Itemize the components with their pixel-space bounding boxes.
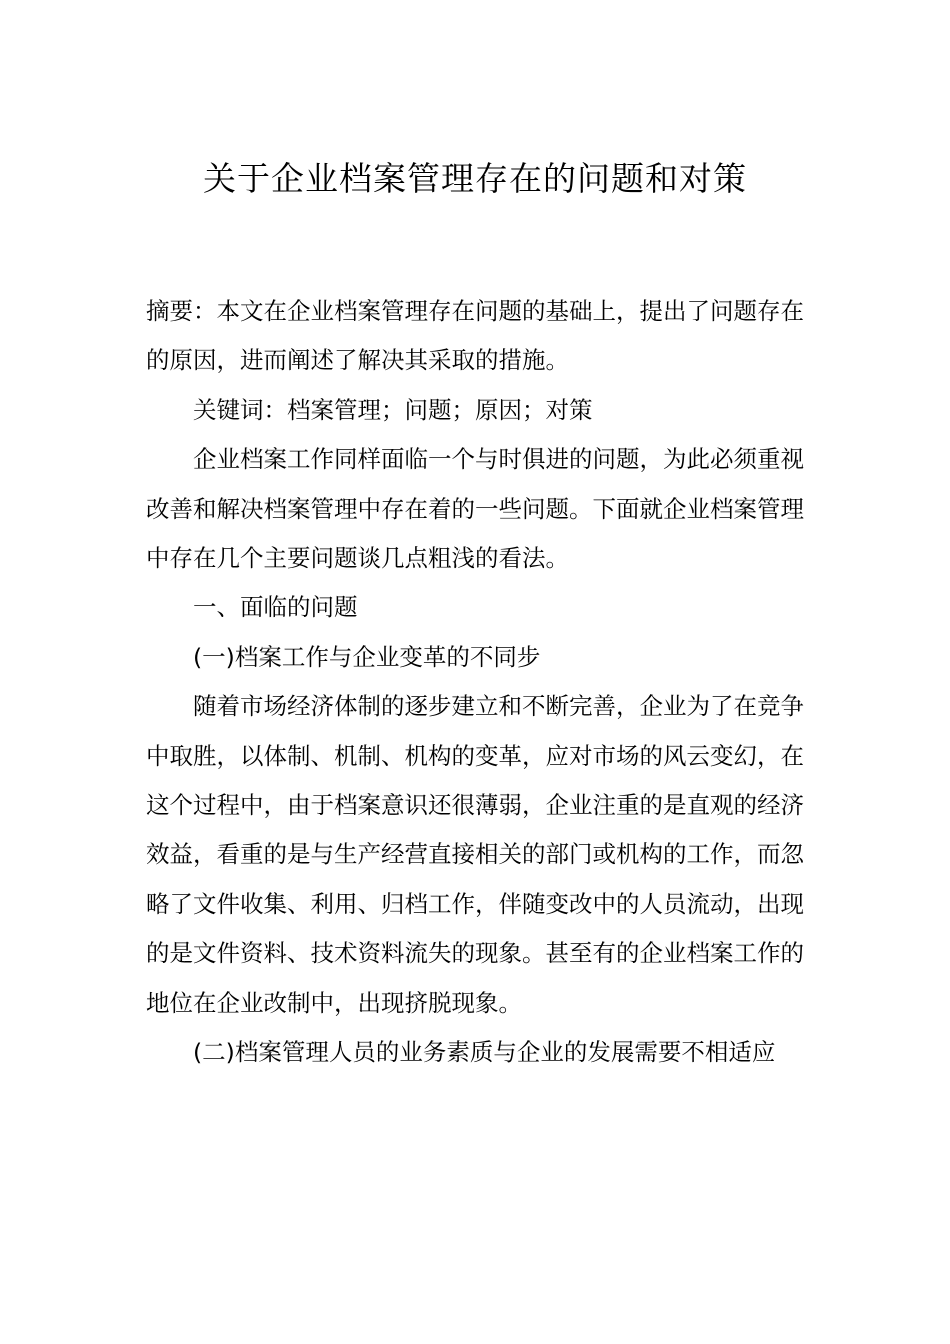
document-body <box>146 287 804 1078</box>
abstract-paragraph: 摘要：本文在企业档案管理存在问题的基础上，提出了问题存在的原因，进而阐述了解决其采取的措施。 <box>146 297 804 375</box>
body-paragraph: 随着市场经济体制的逐步建立和不断完善，企业为了在竞争中取胜，以体制、机制、机构的变革，应对市场的风云变幻，在这个过程中，由于档案意识还很薄弱，企业注重的是直观的经济效益，看重的是与生产经营直接相关的部门或机构的工作，而忽略了文件收集、利用、归档工作，伴随变改中的人员流动，出现的是文件资料、技术资料流失的现象。甚至有的企业档案工作的地位在企业改制中，出现挤脱现象。 <box>146 692 804 1017</box>
keywords-paragraph: 关键词：档案管理；问题；原因；对策 <box>193 395 593 424</box>
intro-paragraph: 企业档案工作同样面临一个与时俱进的问题，为此必须重视改善和解决档案管理中存在着的一些问题。下面就企业档案管理中存在几个主要问题谈几点粗浅的看法。 <box>146 445 804 573</box>
subsection-heading: (二)档案管理人员的业务素质与企业的发展需要不相适应 <box>193 1038 776 1067</box>
document-title: 关于企业档案管理存在的问题和对策 <box>203 159 747 198</box>
section-heading: 一、面临的问题 <box>193 593 358 622</box>
subsection-heading: (一)档案工作与企业变革的不同步 <box>193 642 541 671</box>
